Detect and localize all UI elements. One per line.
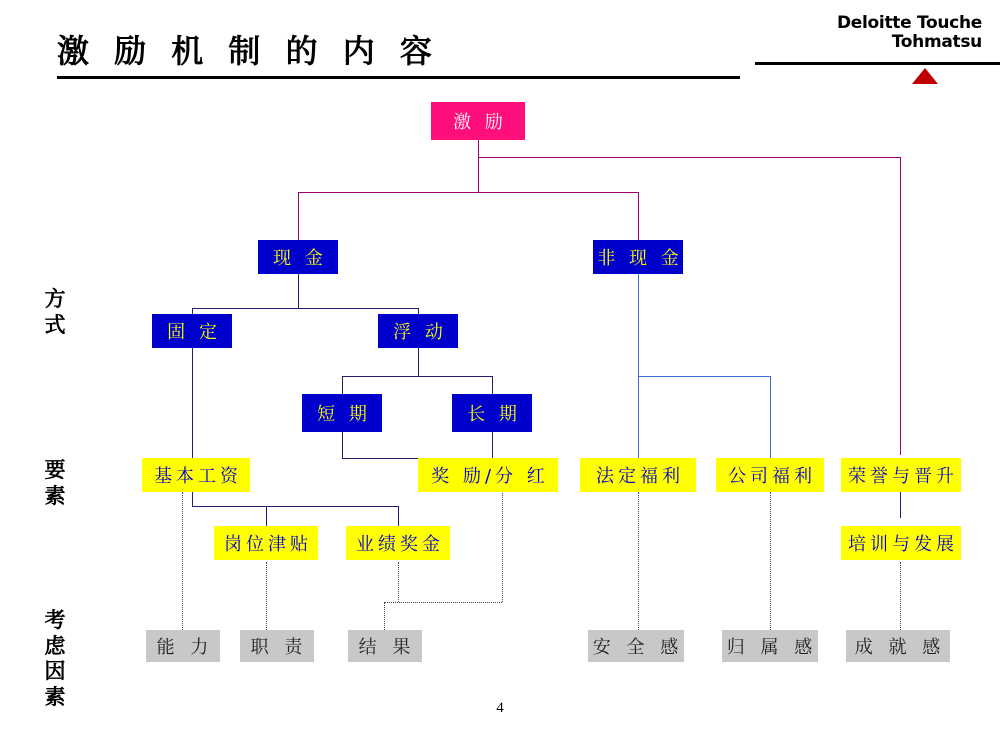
edge-basepay-to-ability [182, 492, 183, 630]
edge-to-result [384, 602, 385, 630]
edge-float-bus [342, 376, 492, 377]
row-label-method: 方式 [44, 287, 66, 337]
edge-honor-to-training [900, 492, 901, 518]
node-short-term[interactable]: 短 期 [302, 394, 382, 432]
edge-cash-stem [298, 274, 299, 308]
brand-line-2: Tohmatsu [891, 32, 982, 53]
node-ability[interactable]: 能 力 [146, 630, 220, 662]
node-performance-bonus[interactable]: 业绩奖金 [346, 526, 450, 560]
edge-basepay-bus [192, 506, 398, 507]
node-post-allowance[interactable]: 岗位津贴 [214, 526, 318, 560]
edge-root-bus [298, 192, 638, 193]
edge-company-to-belong [770, 492, 771, 630]
edge-noncash-bus [638, 376, 770, 377]
node-result[interactable]: 结 果 [348, 630, 422, 662]
node-cash[interactable]: 现 金 [258, 240, 338, 274]
brand-divider [755, 62, 1000, 65]
node-fixed[interactable]: 固 定 [152, 314, 232, 348]
edge-float-to-short [342, 376, 343, 394]
node-duty[interactable]: 职 责 [240, 630, 314, 662]
edge-statutory-to-safety [638, 492, 639, 630]
row-label-elements: 要素 [44, 458, 66, 508]
node-root[interactable]: 激 励 [431, 102, 525, 140]
edge-basepay-to-allowance [266, 506, 267, 526]
title-divider [57, 76, 740, 79]
node-bonus-dividend[interactable]: 奖 励/分 红 [418, 458, 558, 492]
page-title: 激 励 机 制 的 内 容 [57, 32, 439, 70]
edge-honor-to-achieve [900, 562, 901, 630]
edge-root-right-drop [900, 157, 901, 455]
edge-allowance-to-duty [266, 562, 267, 630]
row-label-factors: 考虑因素 [44, 608, 66, 709]
node-belonging-feeling[interactable]: 归 属 感 [722, 630, 818, 662]
node-statutory-benefits[interactable]: 法定福利 [580, 458, 696, 492]
node-noncash[interactable]: 非 现 金 [593, 240, 683, 274]
brand-line-1: Deloitte Touche [836, 13, 982, 33]
node-security-feeling[interactable]: 安 全 感 [588, 630, 684, 662]
node-base-pay[interactable]: 基本工资 [142, 458, 250, 492]
edge-long-down [492, 432, 493, 458]
edge-noncash-stem [638, 274, 639, 376]
edge-root-right-bus [478, 157, 900, 158]
node-long-term[interactable]: 长 期 [452, 394, 532, 432]
deloitte-triangle-inner-icon [919, 74, 931, 82]
edge-cash-bus [192, 308, 418, 309]
edge-noncash-to-company [770, 376, 771, 458]
edge-perfbonus-down [398, 562, 399, 602]
node-honor-promotion[interactable]: 荣誉与晋升 [841, 458, 961, 492]
edge-fixed-to-basepay [192, 348, 193, 458]
edge-noncash-to-statutory [638, 376, 639, 458]
edge-float-stem [418, 348, 419, 376]
edge-root-stem [478, 140, 479, 192]
node-float[interactable]: 浮 动 [378, 314, 458, 348]
edge-short-down [342, 432, 343, 458]
edge-root-to-cash [298, 192, 299, 240]
brand-logo [837, 14, 982, 52]
edge-basepay-stem [192, 492, 193, 506]
node-company-benefits[interactable]: 公司福利 [716, 458, 824, 492]
node-training-development[interactable]: 培训与发展 [841, 526, 961, 560]
edge-result-bus [384, 602, 502, 603]
edge-root-to-noncash [638, 192, 639, 240]
edge-bonus-to-result [502, 476, 503, 602]
page-number: 4 [496, 700, 504, 716]
edge-basepay-to-perfbonus [398, 506, 399, 526]
node-achievement-feeling[interactable]: 成 就 感 [846, 630, 950, 662]
edge-float-to-long [492, 376, 493, 394]
